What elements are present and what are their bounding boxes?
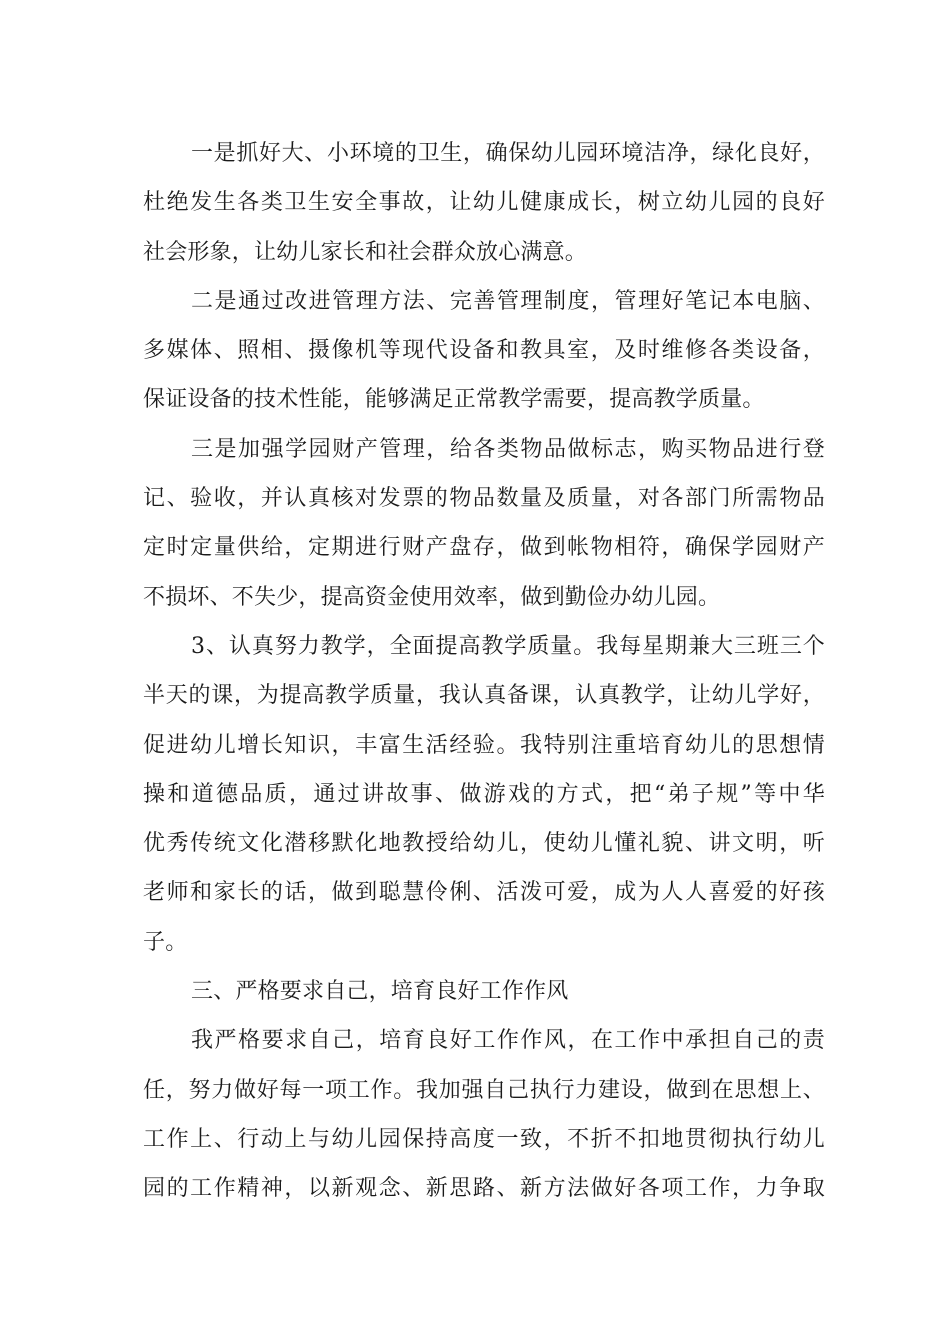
text-line: 任，努力做好每一项工作。我加强自己执行力建设，做到在思想上、 <box>143 1077 825 1103</box>
text-line: 3、认真努力教学，全面提高教学质量。我每星期兼大三班三个 <box>191 633 825 659</box>
text-line: 不损坏、不失少，提高资金使用效率，做到勤俭办幼儿园。 <box>143 584 721 610</box>
text-line: 促进幼儿增长知识，丰富生活经验。我特别注重培育幼儿的思想情 <box>143 732 825 758</box>
text-line: 操和道德品质，通过讲故事、做游戏的方式，把“弟子规”等中华 <box>143 781 825 807</box>
text-line: 记、验收，并认真核对发票的物品数量及质量，对各部门所需物品 <box>143 486 825 512</box>
text-line: 园的工作精神，以新观念、新思路、新方法做好各项工作，力争取 <box>143 1176 825 1202</box>
text-line: 子。 <box>143 929 188 955</box>
text-line: 半天的课，为提高教学质量，我认真备课，认真教学，让幼儿学好， <box>143 683 825 709</box>
section-heading: 三、严格要求自己，培育良好工作作风 <box>191 979 569 1005</box>
text-line: 一是抓好大、小环境的卫生，确保幼儿园环境洁净，绿化良好， <box>191 141 825 166</box>
text-line: 保证设备的技术性能，能够满足正常教学需要，提高教学质量。 <box>143 387 765 413</box>
text-line: 定时定量供给，定期进行财产盘存，做到帐物相符，确保学园财产 <box>143 535 825 561</box>
text-line: 优秀传统文化潜移默化地教授给幼儿，使幼儿懂礼貌、讲文明，听 <box>143 831 825 857</box>
text-line: 工作上、行动上与幼儿园保持高度一致，不折不扣地贯彻执行幼儿 <box>143 1126 825 1152</box>
text-line: 老师和家长的话，做到聪慧伶俐、活泼可爱，成为人人喜爱的好孩 <box>143 880 825 906</box>
text-line: 我严格要求自己，培育良好工作作风，在工作中承担自己的责 <box>191 1028 825 1054</box>
text-line: 三是加强学园财产管理，给各类物品做标志，购买物品进行登 <box>191 436 825 462</box>
document-body <box>143 129 825 1214</box>
text-line: 多媒体、照相、摄像机等现代设备和教具室，及时维修各类设备， <box>143 338 825 364</box>
text-line: 杜绝发生各类卫生安全事故，让幼儿健康成长，树立幼儿园的良好 <box>143 190 825 216</box>
text-line: 二是通过改进管理方法、完善管理制度，管理好笔记本电脑、 <box>191 288 825 314</box>
text-line: 社会形象，让幼儿家长和社会群众放心满意。 <box>143 239 588 265</box>
